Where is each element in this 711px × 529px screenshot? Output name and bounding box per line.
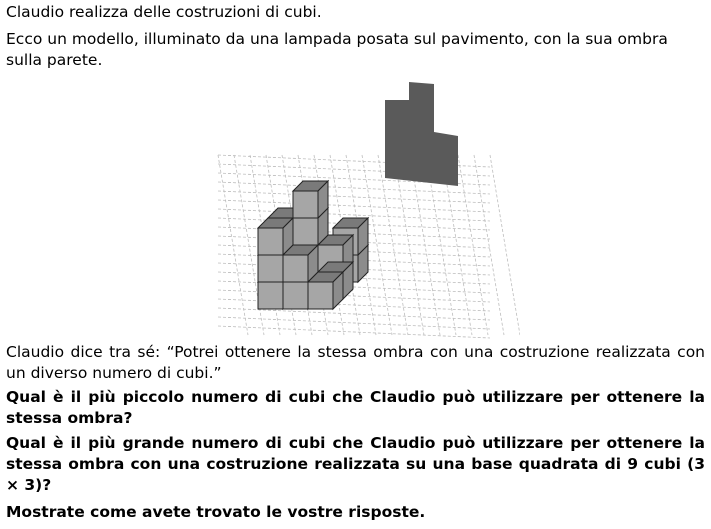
wall-shadow <box>385 82 458 186</box>
cube-front-face <box>258 282 283 309</box>
cube <box>258 218 293 255</box>
question-largest: Qual è il più grande numero di cubi che Claudio può utilizzare per ottenere la stessa ombra con una costruzione realizzata su una base quadrata di 9 cubi (3 × 3)? <box>6 434 705 494</box>
grid-line <box>474 155 504 335</box>
cube-front-face <box>283 255 308 282</box>
cube-front-face <box>308 282 333 309</box>
cube-front-face <box>258 255 283 282</box>
grid-line <box>378 155 408 335</box>
grid-line <box>218 308 490 320</box>
cube-front-face <box>293 218 318 245</box>
shadow-silhouette <box>385 82 458 186</box>
grid-line <box>490 155 520 335</box>
intro-text: Claudio realizza delle costruzioni di cubi. <box>6 3 322 21</box>
cube-model-figure <box>200 70 520 340</box>
cube <box>293 181 328 218</box>
cube <box>308 272 343 309</box>
grid-line <box>218 317 490 329</box>
cube-construction <box>258 181 368 309</box>
grid-line <box>218 326 490 338</box>
instruction-text: Mostrate come avete trovato le vostre risposte. <box>6 503 426 521</box>
grid-line <box>458 155 488 335</box>
cube-front-face <box>258 228 283 255</box>
model-description: Ecco un modello, illuminato da una lampada posata sul pavimento, con la sua ombra sulla parete. <box>6 30 668 69</box>
cube-front-face <box>293 191 318 218</box>
question-smallest: Qual è il più piccolo numero di cubi che Claudio può utilizzare per ottenere la stessa ombra? <box>6 388 705 427</box>
grid-line <box>218 155 248 335</box>
cube-front-face <box>283 282 308 309</box>
claudio-quote: Claudio dice tra sé: “Potrei ottenere la stessa ombra con una costruzione realizzata con un diverso numero di cubi.” <box>6 343 705 382</box>
cube <box>283 245 318 282</box>
